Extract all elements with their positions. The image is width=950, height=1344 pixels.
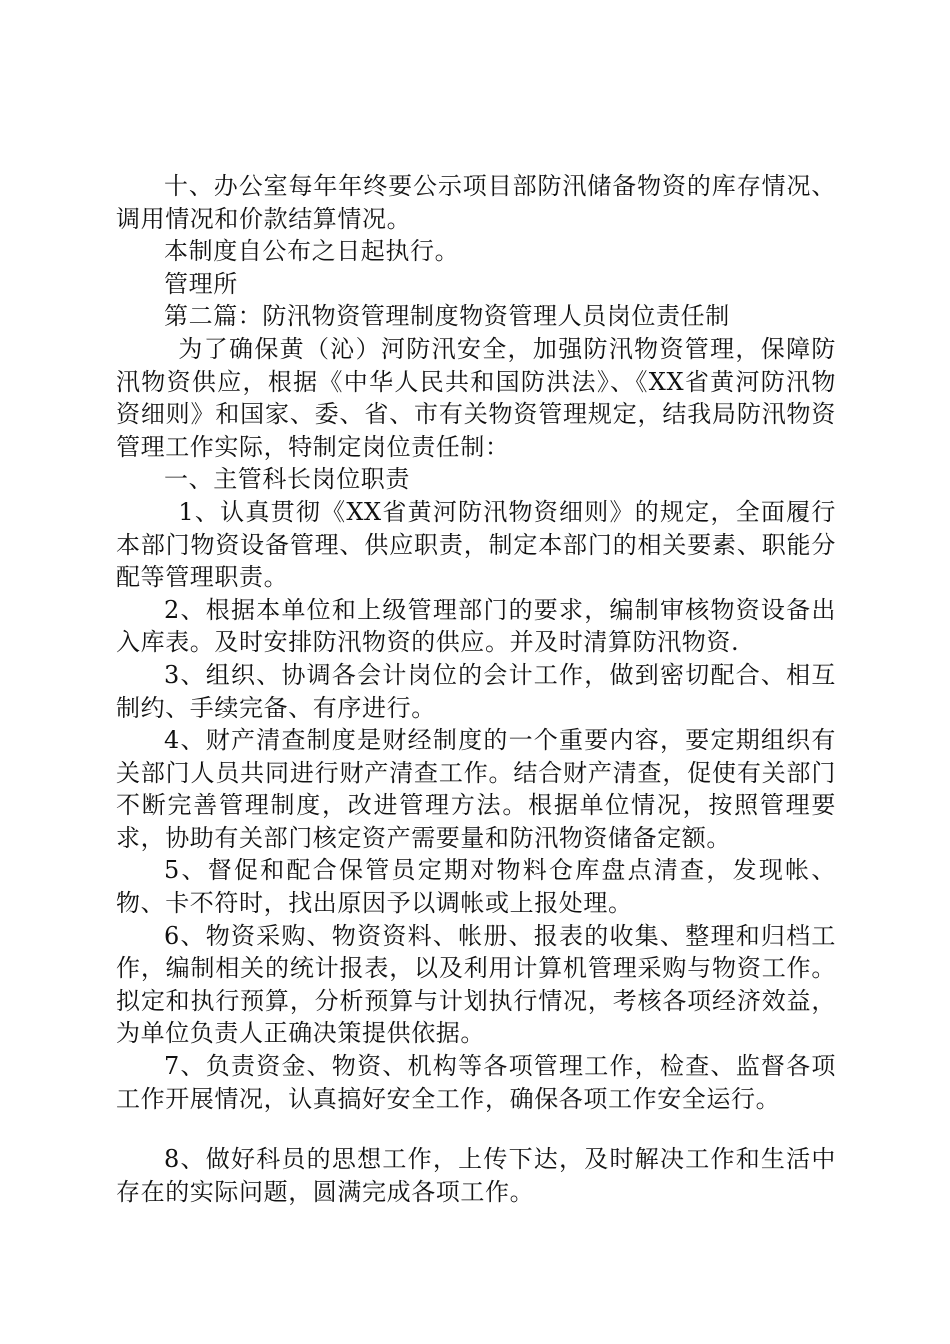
duty-item-5: 5、督促和配合保管员定期对物料仓库盘点清查，发现帐、物、卡不符时，找出原因予以调帐或上报处理。 [116, 856, 836, 918]
paragraph-item-10: 十、办公室每年年终要公示项目部防汛储备物资的库存情况、调用情况和价款结算情况。 [116, 172, 836, 233]
duty-item-6: 6、物资采购、物资资料、帐册、报表的收集、整理和归档工作，编制相关的统计报表，以及利用计算机管理采购与物资工作。拟定和执行预算，分析预算与计划执行情况，考核各项经济效益，为单位负责人正确决策提供依据。 [116, 921, 836, 1048]
duty-item-4: 4、财产清查制度是财经制度的一个重要内容，要定期组织有关部门人员共同进行财产清查工作。结合财产清查，促使有关部门不断完善管理制度，改进管理方法。根据单位情况，按照管理要求，协助有关部门核定资产需要量和防汛物资储备定额。 [116, 726, 836, 852]
paragraph-effective-date: 本制度自公布之日起执行。 [164, 237, 460, 266]
paragraph-gap [116, 1115, 836, 1143]
duty-item-3: 3、组织、协调各会计岗位的会计工作，做到密切配合、相互制约、手续完备、有序进行。 [116, 660, 836, 722]
duty-item-8: 8、做好科员的思想工作，上传下达，及时解决工作和生活中存在的实际问题，圆满完成各项工作。 [116, 1145, 836, 1206]
duty-item-7: 7、负责资金、物资、机构等各项管理工作，检查、监督各项工作开展情况，认真搞好安全工作，确保各项工作安全运行。 [116, 1052, 836, 1113]
duty-item-2: 2、根据本单位和上级管理部门的要求，编制审核物资设备出入库表。及时安排防汛物资的供应。并及时清算防汛物资. [116, 595, 836, 657]
duty-item-1: 1、认真贯彻《XX省黄河防汛物资细则》的规定，全面履行本部门物资设备管理、供应职责，制定本部门的相关要素、职能分配等管理职责。 [116, 497, 836, 592]
paragraph-issuer: 管理所 [164, 269, 238, 298]
section-title: 第二篇：防汛物资管理制度物资管理人员岗位责任制 [164, 302, 730, 331]
paragraph-intro: 为了确保黄（沁）河防汛安全，加强防汛物资管理，保障防汛物资供应，根据《中华人民共和国防洪法》、《XX省黄河防汛物资细则》和国家、委、省、市有关物资管理规定，结我局防汛物资管理工作实际，特制定岗位责任制： [116, 334, 836, 461]
subsection-heading: 一、主管科长岗位职责 [164, 465, 410, 494]
document-body [116, 170, 836, 1208]
